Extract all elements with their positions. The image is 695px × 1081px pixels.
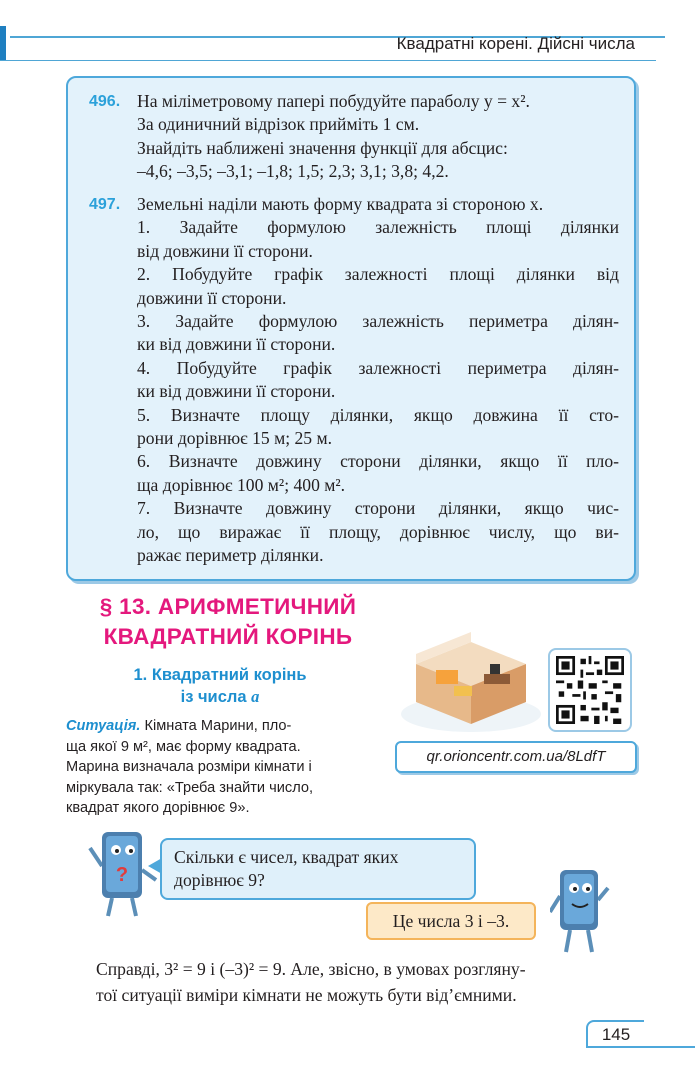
exercise-line: ки від довжини її сторони. <box>137 381 336 402</box>
conclusion-line: Справді, 3² = 9 і (–3)² = 9. Але, звісно, в умовах розгляну- <box>96 959 526 979</box>
qr-link[interactable]: qr.orioncentr.com.ua/8LdfT <box>395 741 637 773</box>
header-underline <box>0 60 656 61</box>
exercise-number: 496. <box>89 93 121 110</box>
exercise-line: від довжини її сторони. <box>137 240 313 261</box>
conclusion-line: тої ситуації виміри кімнати не можуть бути від’ємними. <box>96 985 517 1005</box>
answer-bubble: Це числа 3 і –3. <box>366 902 536 940</box>
robot-character-answer-icon <box>550 866 610 956</box>
exercise-line: 3. Задайте формулою залежність периметра ділян- <box>137 311 619 332</box>
situation-label: Ситуація. <box>66 718 141 734</box>
exercise-line: рони дорівнює 15 м; 25 м. <box>137 428 333 449</box>
page-number-underline <box>586 1046 695 1048</box>
exercise-line: Знайдіть наближені значення функції для абсцис: <box>137 137 508 158</box>
situation-line: квадрат якого дорівнює 9». <box>66 800 250 816</box>
situation-line: ща якої 9 м², має форму квадрата. <box>66 738 301 755</box>
exercise-line: ражає периметр ділянки. <box>137 545 324 566</box>
situation-line: Кімната Марини, пло- <box>140 718 292 734</box>
running-header: Квадратні корені. Дійсні числа <box>396 34 635 53</box>
exercise-496 <box>89 90 619 184</box>
room-illustration <box>396 624 546 736</box>
exercise-line: 2. Побудуйте графік залежності площі ділянки від <box>137 264 619 285</box>
exercise-line: ща дорівнює 100 м²; 400 м². <box>137 474 346 495</box>
question-bubble <box>160 838 476 900</box>
exercise-line: ло, що виражає її площу, дорівнює числу, що ви- <box>137 521 619 542</box>
exercise-line: довжини її сторони. <box>137 287 287 308</box>
exercise-number: 497. <box>89 196 121 213</box>
subsection-variable: a <box>251 687 260 706</box>
section-title <box>88 592 368 652</box>
subsection-title-line: із числа <box>180 688 252 706</box>
section-title-line: КВАДРАТНИЙ КОРІНЬ <box>103 624 353 649</box>
exercise-line: За одиничний відрізок прийміть 1 см. <box>137 114 420 135</box>
exercise-line: 7. Визначте довжину сторони ділянки, якщо чис- <box>137 498 619 519</box>
exercise-line: –4,6; –3,5; –3,1; –1,8; 1,5; 2,3; 3,1; 3,8; 4,2. <box>137 161 449 182</box>
situation-line: міркувала так: «Треба знайти число, <box>66 779 314 796</box>
exercise-line: 1. Задайте формулою залежність площі ділянки <box>137 217 619 238</box>
question-line: Скільки є чисел, квадрат яких <box>174 847 399 867</box>
subsection-title <box>100 664 340 708</box>
exercise-line: На міліметровому папері побудуйте параболу y = x². <box>137 91 530 111</box>
exercise-line: ки від довжини її сторони. <box>137 334 336 355</box>
page-number: 145 <box>586 1020 644 1048</box>
header-accent-mark <box>0 26 6 60</box>
situation-line: Марина визначала розміри кімнати і <box>66 759 312 775</box>
svg-text:?: ? <box>115 864 129 886</box>
section-title-line: § 13. АРИФМЕТИЧНИЙ <box>99 594 357 619</box>
qr-code[interactable] <box>548 648 632 732</box>
exercise-line: 6. Визначте довжину сторони ділянки, якщо її пло- <box>137 451 619 472</box>
exercise-line: 4. Побудуйте графік залежності периметра ділян- <box>137 357 619 378</box>
situation-paragraph <box>66 716 366 819</box>
exercise-497 <box>89 193 619 568</box>
question-line: дорівнює 9? <box>174 870 265 890</box>
exercise-line: 5. Визначте площу ділянки, якщо довжина її сто- <box>137 404 619 425</box>
qr-code-icon <box>556 656 624 724</box>
subsection-title-line: 1. Квадратний корінь <box>133 666 307 684</box>
conclusion-paragraph <box>96 956 638 1008</box>
exercise-line: Земельні наділи мають форму квадрата зі стороною x. <box>137 194 544 214</box>
